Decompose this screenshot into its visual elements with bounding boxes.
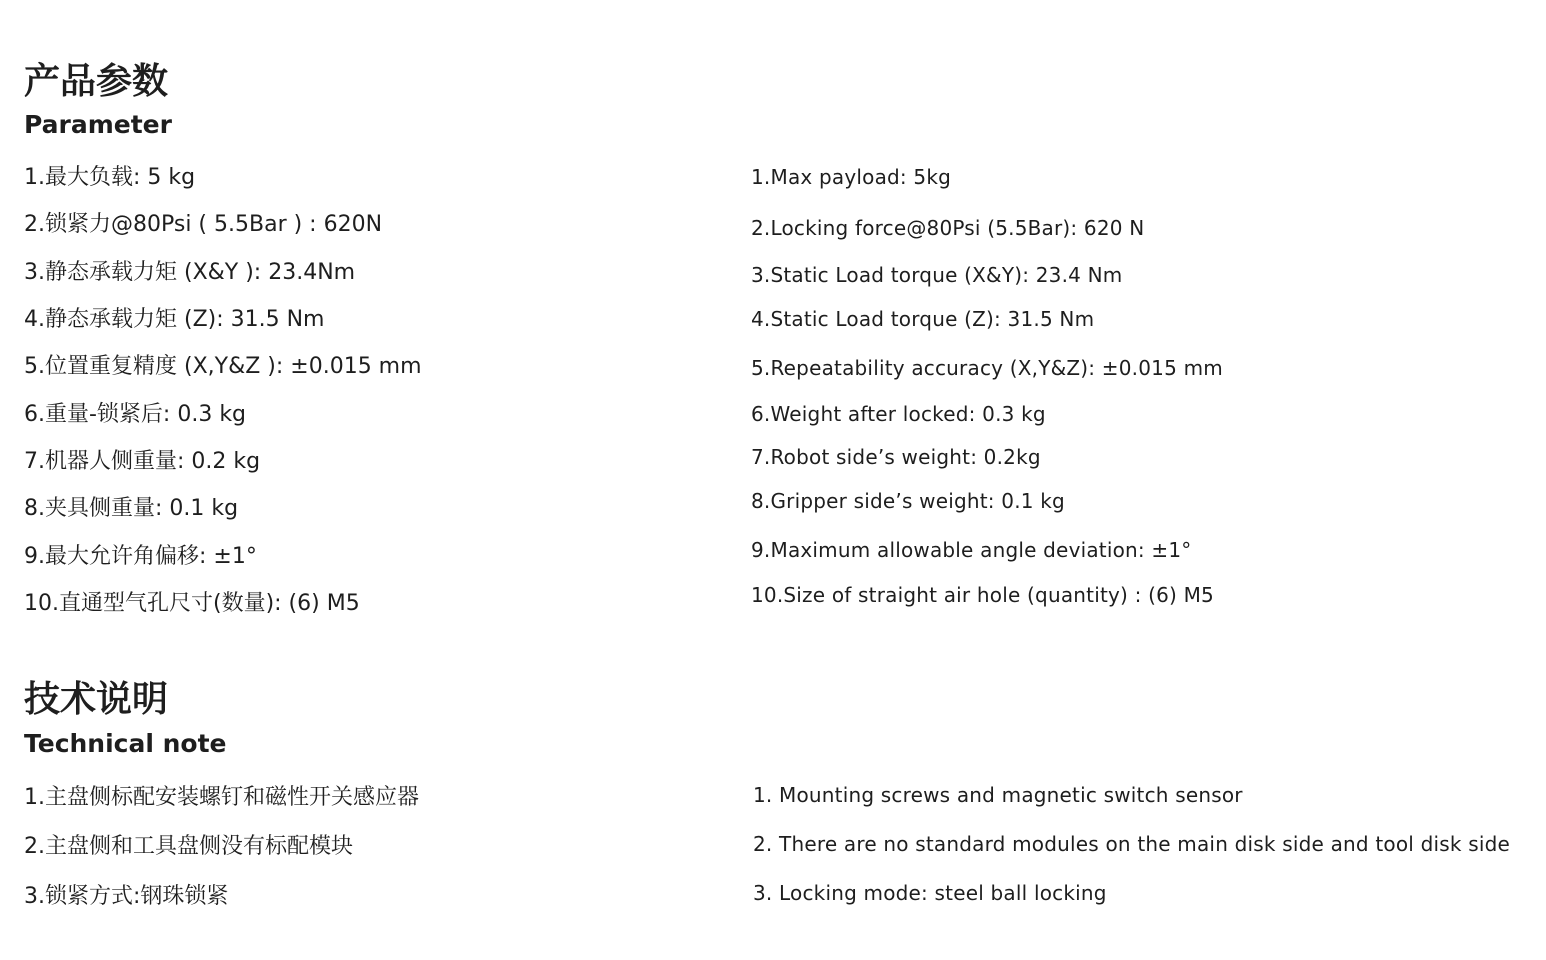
parameter-title-zh: 产品参数 [24, 61, 169, 102]
parameter-item-zh: 9.最大允许角偏移: ±1° [24, 544, 257, 569]
parameter-item-zh: 8.夹具侧重量: 0.1 kg [24, 496, 239, 521]
technical-note-item-en: 2. There are no standard modules on the main disk side and tool disk side [753, 832, 1510, 856]
parameter-item-zh: 5.位置重复精度 (X,Y&Z ): ±0.015 mm [24, 354, 422, 379]
parameter-item-zh: 1.最大负载: 5 kg [24, 165, 196, 190]
parameter-item-zh: 10.直通型气孔尺寸(数量): (6) M5 [24, 591, 360, 616]
technical-note-item-en: 3. Locking mode: steel ball locking [753, 881, 1107, 905]
parameter-item-zh: 4.静态承载力矩 (Z): 31.5 Nm [24, 307, 325, 332]
technical-note-item-zh: 1.主盘侧标配安装螺钉和磁性开关感应器 [24, 785, 419, 810]
parameter-item-zh: 6.重量-锁紧后: 0.3 kg [24, 402, 247, 427]
technical-note-title-en: Technical note [24, 729, 227, 758]
parameter-item-en: 8.Gripper side’s weight: 0.1 kg [751, 489, 1065, 513]
technical-note-item-en: 1. Mounting screws and magnetic switch sensor [753, 783, 1243, 807]
parameter-item-zh: 2.锁紧力@80Psi ( 5.5Bar ) : 620N [24, 212, 383, 237]
parameter-item-en: 5.Repeatability accuracy (X,Y&Z): ±0.015 mm [751, 356, 1223, 380]
parameter-item-zh: 3.静态承载力矩 (X&Y ): 23.4Nm [24, 260, 356, 285]
parameter-item-en: 1.Max payload: 5kg [751, 165, 952, 189]
technical-note-title-zh: 技术说明 [24, 679, 169, 720]
parameter-item-en: 6.Weight after locked: 0.3 kg [751, 402, 1046, 426]
parameter-item-en: 2.Locking force@80Psi (5.5Bar): 620 N [751, 216, 1145, 240]
technical-note-item-zh: 3.锁紧方式:钢珠锁紧 [24, 884, 229, 909]
parameter-item-en: 4.Static Load torque (Z): 31.5 Nm [751, 307, 1095, 331]
technical-note-item-zh: 2.主盘侧和工具盘侧没有标配模块 [24, 834, 353, 859]
parameter-item-zh: 7.机器人侧重量: 0.2 kg [24, 449, 261, 474]
parameter-item-en: 9.Maximum allowable angle deviation: ±1° [751, 538, 1192, 562]
parameter-item-en: 10.Size of straight air hole (quantity) : (6) M5 [751, 583, 1214, 607]
parameter-item-en: 7.Robot side’s weight: 0.2kg [751, 445, 1041, 469]
parameter-item-en: 3.Static Load torque (X&Y): 23.4 Nm [751, 263, 1123, 287]
parameter-title-en: Parameter [24, 110, 172, 139]
